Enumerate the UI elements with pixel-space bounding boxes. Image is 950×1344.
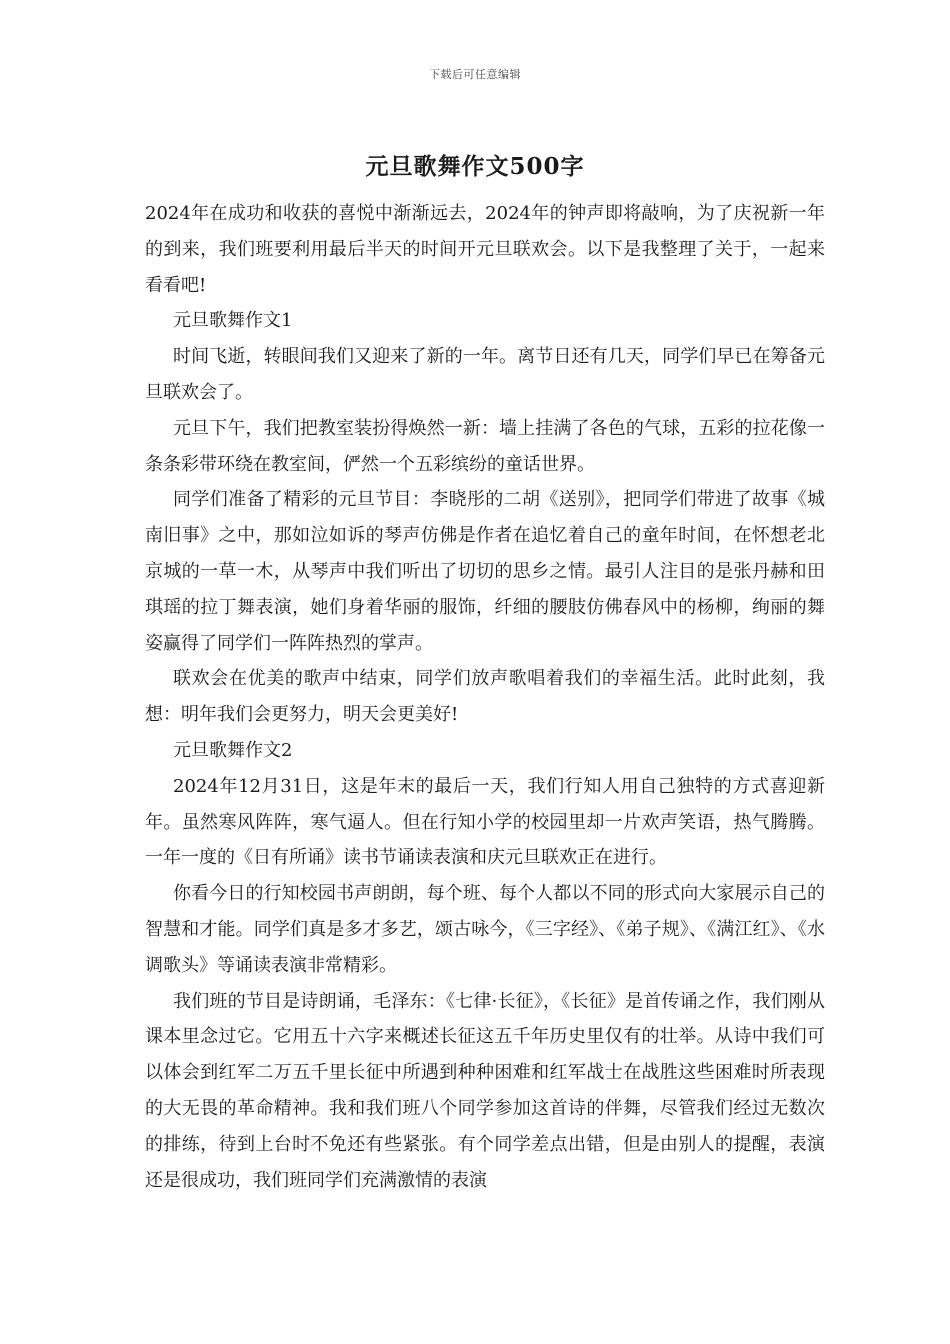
paragraph: 联欢会在优美的歌声中结束，同学们放声歌唱着我们的幸福生活。此时此刻，我想：明年我们会更努力，明天会更美好!	[145, 668, 825, 726]
paragraph-intro: 2024年在成功和收获的喜悦中渐渐远去，2024年的钟声即将敲响，为了庆祝新一年的到来，我们班要利用最后半天的时间开元旦联欢会。以下是我整理了关于，一起来看看吧!	[145, 203, 825, 296]
section-heading-1: 元旦歌舞作文1	[173, 310, 293, 332]
paragraph: 我们班的节目是诗朗诵，毛泽东：《七律·长征》，《长征》是首传诵之作，我们刚从课本里念过它。它用五十六字来概述长征这五千年历史里仅有的壮举。从诗中我们可以体会到红军二万五千里长征中所遇到种种困难和红军战士在战胜这些困难时所表现的大无畏的革命精神。我和我们班八个同学参加这首诗的伴舞，尽管我们经过无数次的排练，待到上台时不免还有些紧张。有个同学差点出错，但是由别人的提醒，表演还是很成功，我们班同学们充满激情的表演	[145, 990, 825, 1191]
paragraph: 2024年12月31日，这是年末的最后一天，我们行知人用自己独特的方式喜迎新年。虽然寒风阵阵，寒气逼人。但在行知小学的校园里却一片欢声笑语，热气腾腾。一年一度的《日有所诵》读书节诵读表演和庆元旦联欢正在进行。	[145, 775, 825, 869]
paragraph: 同学们准备了精彩的元旦节目：李晓彤的二胡《送别》，把同学们带进了故事《城南旧事》之中，那如泣如诉的琴声仿佛是作者在追忆着自己的童年时间，在怀想老北京城的一草一木，从琴声中我们听出了切切的思乡之情。最引人注目的是张丹赫和田琪瑶的拉丁舞表演，她们身着华丽的服饰，纤细的腰肢仿佛春风中的杨柳，绚丽的舞姿赢得了同学们一阵阵热烈的掌声。	[145, 489, 825, 654]
document-body	[145, 196, 825, 1198]
paragraph: 时间飞逝，转眼间我们又迎来了新的一年。离节日还有几天，同学们早已在筹备元旦联欢会了。	[145, 346, 825, 403]
paragraph: 你看今日的行知校园书声朗朗，每个班、每个人都以不同的形式向大家展示自己的智慧和才能。同学们真是多才多艺，颂古咏今，《三字经》、《弟子规》、《满江红》、《水调歌头》等诵读表演非常精彩。	[145, 883, 825, 976]
paragraph: 元旦下午，我们把教室装扮得焕然一新：墙上挂满了各色的气球，五彩的拉花像一条条彩带环绕在教室间，俨然一个五彩缤纷的童话世界。	[145, 417, 825, 475]
header-note: 下载后可任意编辑	[429, 68, 521, 81]
document-title: 元旦歌舞作文500字	[365, 153, 585, 180]
section-heading-2: 元旦歌舞作文2	[173, 739, 293, 761]
